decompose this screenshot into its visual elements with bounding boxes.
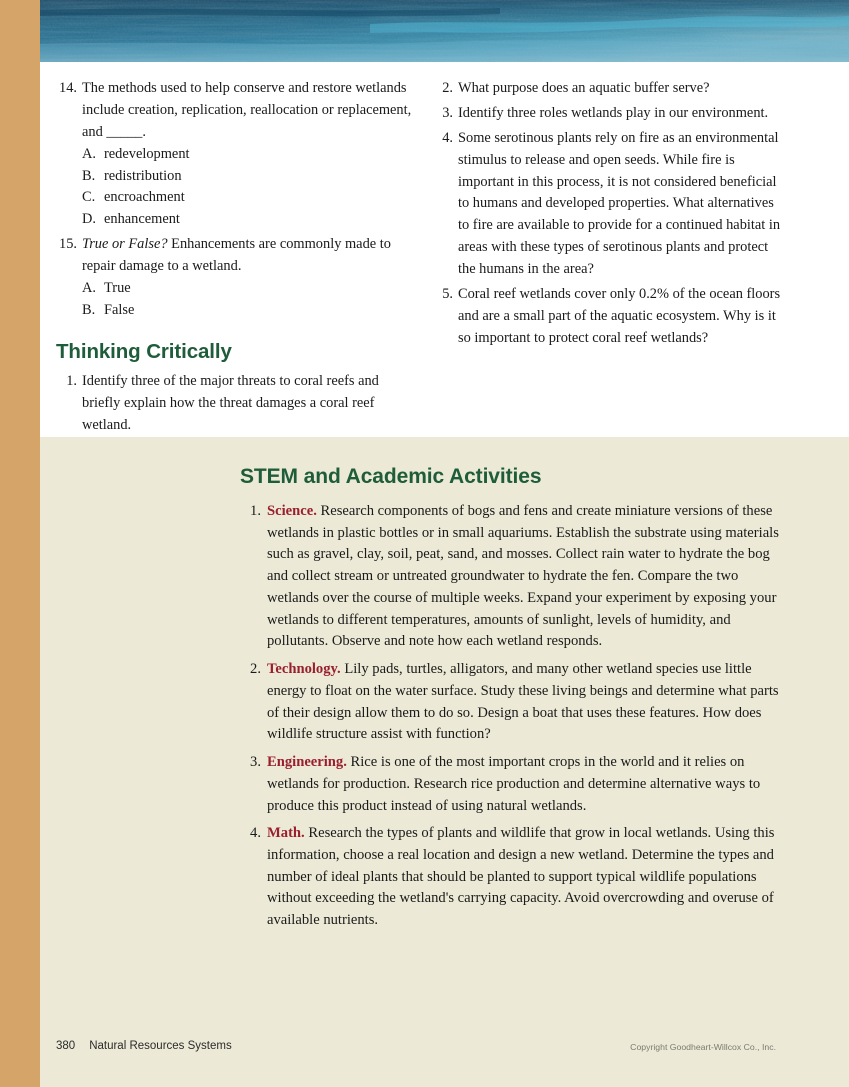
- answer-choice[interactable]: [82, 278, 412, 300]
- choice-letter: D.: [82, 211, 96, 228]
- answer-choice[interactable]: [82, 187, 412, 209]
- question-number: 3.: [442, 104, 453, 121]
- stem-activity-math: [240, 823, 785, 932]
- footer-left-group: [56, 1040, 232, 1052]
- thinking-critically-item: [56, 371, 412, 437]
- question-text: What purpose does an aquatic buffer serve?: [458, 80, 710, 96]
- question-number: 1.: [66, 372, 77, 389]
- stem-activity-science: [240, 501, 785, 653]
- stem-activity-engineering: [240, 752, 785, 817]
- question-text: Coral reef wetlands cover only 0.2% of the ocean floors and are a small part of the aquatic ecosystem. Why is it so important to protect coral reef wetlands?: [458, 286, 781, 346]
- activity-label: Engineering.: [267, 754, 347, 771]
- choice-text: enhancement: [104, 211, 180, 228]
- left-edge-color-strip: [0, 0, 40, 1087]
- review-left-column: [56, 78, 412, 439]
- activity-number: 4.: [250, 825, 261, 842]
- answer-choice[interactable]: [82, 209, 412, 231]
- page-footer: [0, 1040, 849, 1062]
- question-number: 14.: [59, 80, 77, 96]
- choice-letter: C.: [82, 189, 96, 206]
- activity-text: Rice is one of the most important crops in the world and it relies on wetlands for production. Research rice production and determine alternative ways to produce this product instead of using natural wetlands.: [267, 754, 761, 814]
- question-number: 15.: [59, 236, 77, 253]
- question-item-14: [56, 78, 412, 231]
- stem-activity-list: [240, 501, 785, 932]
- activity-number: 3.: [250, 754, 261, 771]
- choice-letter: A.: [82, 280, 96, 297]
- question-text-rest: Enhancements are commonly made to repair damage to a wetland.: [82, 236, 391, 275]
- question-number: 2.: [442, 80, 453, 96]
- question-text: Some serotinous plants rely on fire as an environmental stimulus to release and open seeds. While fire is important in this process, it is not considered beneficial to humans and developed properties. What alternatives to fire are available to provide for a continued habitat in areas with these types of serotinous plants and protect the humans in the area?: [458, 129, 781, 278]
- choice-letter: B.: [82, 167, 96, 184]
- activity-label: Technology.: [267, 661, 341, 678]
- copyright-notice: Copyright Goodheart-Willcox Co., Inc.: [630, 1042, 776, 1052]
- choice-text: redistribution: [104, 167, 182, 184]
- stem-activities-panel: [0, 437, 849, 1087]
- review-left-list: [56, 78, 412, 322]
- choice-text: True: [104, 280, 131, 297]
- question-number: 5.: [442, 286, 453, 303]
- stem-heading: STEM and Academic Activities: [240, 465, 542, 488]
- book-section-title: Natural Resources Systems: [89, 1040, 232, 1052]
- activity-number: 1.: [250, 503, 261, 519]
- question-text: Identify three of the major threats to coral reefs and briefly explain how the threat damages a coral reef wetland.: [82, 372, 379, 433]
- choice-text: redevelopment: [104, 145, 190, 162]
- question-text: [82, 234, 412, 278]
- question-item-5: [432, 284, 784, 350]
- activity-text: Lily pads, turtles, alligators, and many other wetland species use little energy to float on the water surface. Study these living beings and determine what parts of their design allow them to do so. Design a boat that uses these features. How does wildlife structure assist with function?: [267, 661, 779, 743]
- true-or-false-prefix: True or False?: [82, 236, 168, 253]
- answer-choice-list-14: [82, 144, 412, 232]
- review-right-list: [432, 78, 784, 350]
- thinking-critically-list: [56, 371, 412, 437]
- answer-choice[interactable]: [82, 300, 412, 322]
- activity-text: Research components of bogs and fens and create miniature versions of these wetlands in plastic bottles or in small aquariums. Establish the substrate using materials such as gravel, clay, soil, peat, sand, and mosses. Collect rain water to hydrate the bog and collect stream or untreated groundwater to hydrate the fen. Compare the two wetlands over the course of multiple weeks. Expand your experiment by exposing your wetlands to different temperatures, amounts of sunlight, levels of humidity, and pollutants. Observe and note how each wetland responds.: [267, 503, 779, 650]
- choice-letter: B.: [82, 301, 96, 318]
- activity-label: Math.: [267, 825, 305, 842]
- review-questions-area: [0, 62, 849, 437]
- review-right-column: [432, 78, 784, 353]
- question-item-2: [432, 78, 784, 100]
- question-number: 4.: [442, 129, 453, 146]
- choice-text: encroachment: [104, 189, 185, 206]
- question-item-3: [432, 103, 784, 125]
- question-item-15: [56, 234, 412, 322]
- answer-choice-list-15: [82, 278, 412, 322]
- answer-choice[interactable]: [82, 144, 412, 166]
- activity-text: Research the types of plants and wildlife that grow in local wetlands. Using this information, choose a real location and design a new wetland. Determine the types and number of ideal plants that should be planted to support typical wildlife populations without exceeding the wetland's carrying capacity. Avoid overcrowding and overuse of available nutrients.: [267, 825, 775, 929]
- question-text: Identify three roles wetlands play in our environment.: [458, 104, 769, 121]
- stem-activity-technology: [240, 659, 785, 746]
- activity-number: 2.: [250, 661, 261, 678]
- choice-text: False: [104, 301, 135, 318]
- page-number: 380: [56, 1040, 76, 1052]
- question-item-4: [432, 128, 784, 281]
- thinking-critically-heading: Thinking Critically: [56, 339, 232, 363]
- stem-content: [240, 465, 785, 938]
- ocean-water-photo-banner: [40, 0, 849, 62]
- activity-label: Science.: [267, 503, 317, 519]
- choice-letter: A.: [82, 145, 96, 162]
- question-text: The methods used to help conserve and restore wetlands include creation, replication, reallocation or replacement, and _____.: [82, 80, 412, 140]
- answer-choice[interactable]: [82, 166, 412, 188]
- banner-graphic: [40, 0, 849, 62]
